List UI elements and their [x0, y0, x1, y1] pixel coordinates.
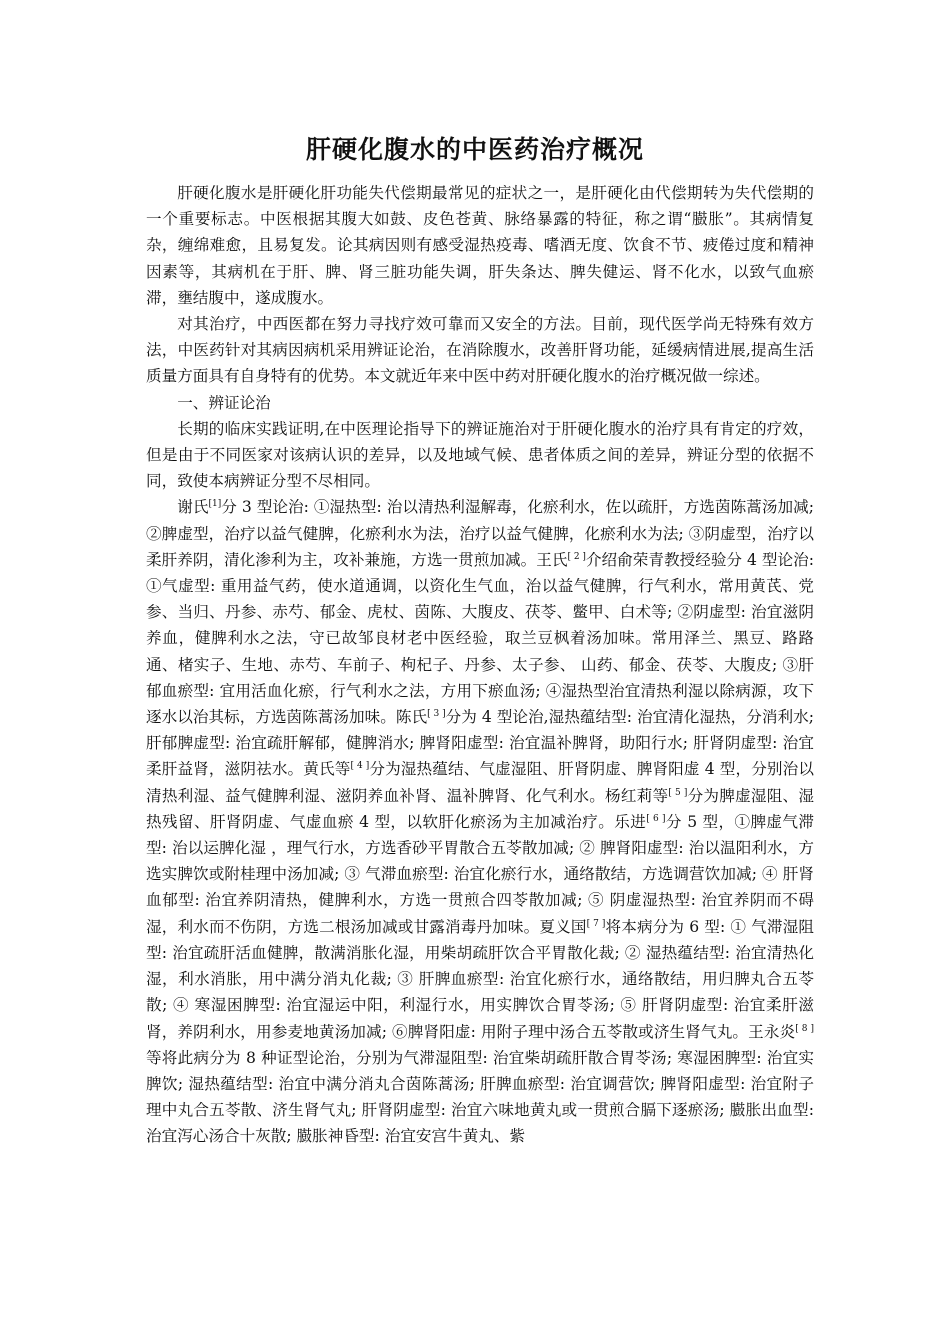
- intro-paragraph-1: 肝硬化腹水是肝硬化肝功能失代偿期最常见的症状之一，是肝硬化由代偿期转为失代偿期的一个重要标志。中医根据其腹大如鼓、皮色苍黄、脉络暴露的特征，称之谓“臌胀”。其病情复杂，缠绵难愈，且易复发。论其病因则有感受湿热疫毒、嗜酒无度、饮食不节、疲倦过度和精神因素等，其病机在于肝、脾、肾三脏功能失调，肝失条达、脾失健运、肾不化水，以致气血瘀滞，壅结腹中，遂成腹水。: [146, 184, 814, 307]
- citation-ref: [ 5 ]: [668, 787, 688, 798]
- section-heading: 一、辨证论治: [177, 393, 271, 412]
- text-run: 分为 4 型论治,湿热蕴结型: 治宜清化湿热，分消利水; 肝郁脾虚型: 治宜疏肝解郁，健脾消水; 脾肾阳虚型: 治宜温补脾肾，助阳行水; 肝肾阴虚型: 治宜柔肝益肾，滋阴祛水。黄氏等: [146, 708, 814, 779]
- section-paragraph-2: [146, 494, 814, 1149]
- citation-ref: [ 4 ]: [350, 761, 370, 772]
- text-run: 介绍俞荣青教授经验分 4 型论治: ①气虚型: 重用益气药，使水道通调，以资化生气血，治以益气健脾，行气利水，常用黄芪、党参、当归、丹参、赤芍、郁金、虎杖、茵陈、大腹皮、茯苓、鳖甲、白术等; ②阴虚型: 治宜滋阴养血，健脾利水之法，守已故邹良材老中医经验，取兰豆枫着汤加味。常用泽兰、黑豆、路路通、楮实子、生地、赤芍、车前子、枸杞子、丹参、太子参、 山药、郁金、茯苓、大腹皮; ③肝郁血瘀型: 宜用活血化瘀，行气利水之法，方用下瘀血汤; ④湿热型治宜清热利湿以除病源，攻下逐水以治其标，方选茵陈蒿汤加味。陈氏: [146, 550, 814, 727]
- text-run: 分为脾虚湿阻、湿热残留、肝肾阴虚、气虚血瘀 4 型，以软肝化瘀汤为主加减治疗。乐进: [146, 786, 814, 831]
- section-paragraph-1: 长期的临床实践证明,在中医理论指导下的辨证施治对于肝硬化腹水的治疗具有肯定的疗效，但是由于不同医家对该病认识的差异，以及地域气候、患者体质之间的差异，辨证分型的依据不同，致使本病辨证分型不尽相同。: [146, 419, 814, 491]
- text-run: 将本病分为 6 型: ① 气滞湿阻型: 治宜疏肝活血健脾，散满消胀化湿，用柴胡疏肝饮合平胃散化裁; ② 湿热蕴结型: 治宜清热化湿，利水消胀，用中满分消丸化裁; ③ 肝脾血瘀型: 治宜化瘀行水，通络散结，用归脾丸合五苓散; ④ 寒湿困脾型: 治宜湿运中阳，利湿行水，用实脾饮合胃苓汤; ⑤ 肝肾阴虚型: 治宜柔肝滋肾，养阴利水，用参麦地黄汤加减; ⑥脾肾阳虚: 用附子理中汤合五苓散或济生肾气丸。王永炎: [146, 917, 814, 1041]
- text-run: 分为湿热蕴结、气虚湿阻、肝肾阴虚、脾肾阳虚 4 型，分别治以清热利湿、益气健脾利湿、滋阴养血补肾、温补脾肾、化气利水。杨红莉等: [146, 760, 814, 805]
- citation-ref: [1]: [208, 499, 222, 510]
- text-run: 分 3 型论治: ①湿热型: 治以清热利湿解毒，化瘀利水，佐以疏肝，方选茵陈蒿汤加减; ②脾虚型，治疗以益气健脾，化瘀利水为法，治疗以益气健脾，化瘀利水为法; ③阴虚型，治疗以柔肝养阴，清化渗利为主，攻补兼施，方选一贯煎加减。王氏: [146, 498, 814, 569]
- citation-ref: [ 6 ]: [646, 813, 666, 824]
- text-run: 等将此病分为 8 种证型论治，分别为气滞湿阻型: 治宜柴胡疏肝散合胃苓汤; 寒湿困脾型: 治宜实脾饮; 湿热蕴结型: 治宜中满分消丸合茵陈蒿汤; 肝脾血瘀型: 治宜调营饮; 脾肾阳虚型: 治宜附子理中丸合五苓散、济生肾气丸; 肝肾阴虚型: 治宜六味地黄丸或一贯煎合膈下逐瘀汤; 臌胀出血型: 治宜泻心汤合十灰散; 臌胀神昏型: 治宜安宫牛黄丸、紫: [146, 1048, 814, 1146]
- text-run: 谢氏: [177, 498, 209, 517]
- document-body: [146, 180, 814, 1150]
- citation-ref: [ 2 ]: [567, 551, 586, 562]
- intro-paragraph-2: 对其治疗，中西医都在努力寻找疗效可靠而又安全的方法。目前，现代医学尚无特殊有效方法，中医药针对其病因病机采用辨证论治，在消除腹水，改善肝肾功能，延缓病情进展,提高生活质量方面具有自身特有的优势。本文就近年来中医中药对肝硬化腹水的治疗概况做一综述。: [146, 315, 814, 386]
- document-title: 肝硬化腹水的中医药治疗概况: [305, 135, 644, 164]
- citation-ref: [ 7 ]: [586, 918, 606, 929]
- citation-ref: [ 3 ]: [427, 708, 446, 719]
- text-run: 分 5 型，①脾虚气滞型: 治以运脾化湿 ，理气行水，方选香砂平胃散合五苓散加减; ② 脾肾阳虚型: 治以温阳利水，方选实脾饮或附桂理中汤加减; ③ 气滞血瘀型: 治宜化瘀行水，通络散结，方选调营饮加减; ④ 肝肾血郁型: 治宜养阴清热，健脾利水，方选一贯煎合四苓散加减; ⑤ 阴虚湿热型: 治宜养阴而不碍湿，利水而不伤阴，方选二根汤加减或甘露消毒丹加味。夏义国: [146, 812, 814, 936]
- citation-ref: [ 8 ]: [795, 1023, 814, 1034]
